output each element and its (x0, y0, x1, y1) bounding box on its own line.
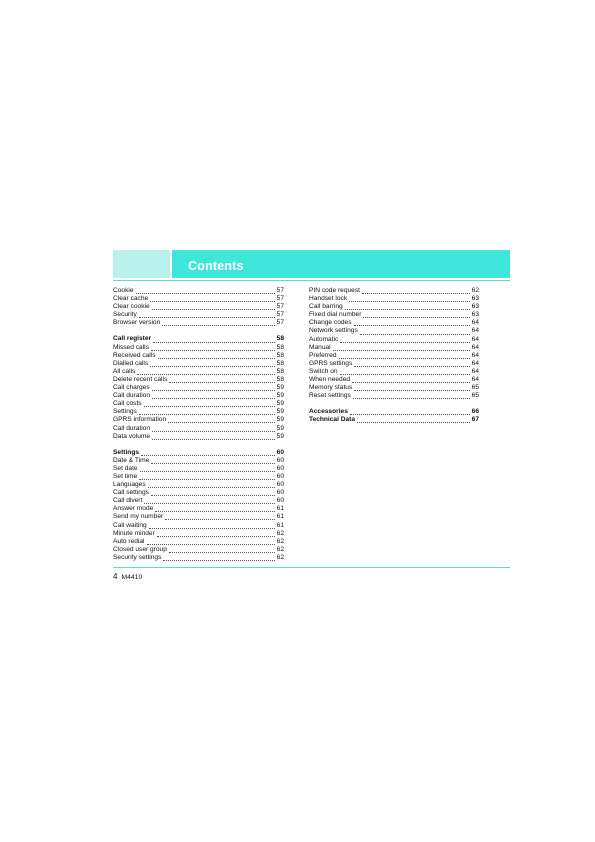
toc-entry-page: 61 (276, 521, 284, 529)
toc-entry[interactable] (113, 546, 284, 554)
toc-entry[interactable] (113, 368, 284, 376)
dot-leader (362, 288, 470, 294)
toc-entry[interactable] (309, 311, 479, 319)
toc-entry[interactable] (309, 376, 479, 384)
toc-entry-label: Dialled calls (113, 359, 149, 367)
toc-entry-page: 59 (276, 392, 284, 400)
toc-entry-label: Technical Data (309, 416, 356, 424)
toc-entry-label: Minute minder (113, 529, 155, 537)
toc-entry-page: 64 (471, 343, 479, 351)
toc-group (113, 449, 284, 562)
toc-entry-page: 65 (471, 392, 479, 400)
dot-leader (137, 369, 274, 375)
toc-entry[interactable] (113, 433, 284, 441)
toc-entry-label: Set time (113, 472, 138, 480)
toc-entry-label: Call settings (113, 489, 149, 497)
toc-entry-page: 58 (276, 375, 284, 383)
model-name: M4410 (121, 574, 143, 581)
toc-entry[interactable] (113, 352, 284, 360)
toc-entry-page: 57 (276, 319, 284, 327)
toc-entry-label: All calls (113, 367, 136, 375)
toc-entry-page: 57 (276, 303, 284, 311)
dot-leader (144, 498, 274, 504)
dot-leader (339, 353, 470, 359)
toc-entry-page: 60 (276, 481, 284, 489)
toc-entry-page: 58 (276, 335, 284, 343)
toc-entry-label: Memory status (309, 384, 353, 392)
toc-entry[interactable] (113, 473, 284, 481)
toc-entry-label: Fixed dial number (309, 311, 362, 319)
toc-entry-label: Set date (113, 464, 138, 472)
dot-leader (155, 506, 274, 512)
toc-entry-label: Auto redial (113, 537, 145, 545)
toc-entry-label: GPRS information (113, 416, 167, 424)
toc-entry-page: 66 (471, 408, 479, 416)
toc-entry-label: Call duration (113, 392, 151, 400)
toc-entry-page: 62 (276, 537, 284, 545)
toc-entry[interactable] (113, 376, 284, 384)
dot-leader (168, 417, 275, 423)
toc-entry[interactable] (113, 465, 284, 473)
dot-leader (349, 296, 470, 302)
dot-leader (152, 434, 275, 440)
toc-entry-page: 57 (276, 295, 284, 303)
dot-leader (139, 409, 275, 415)
toc-entry-label: When needed (309, 376, 351, 384)
toc-entry-page: 59 (276, 416, 284, 424)
toc-entry[interactable] (113, 392, 284, 400)
toc-entry-label: Missed calls (113, 343, 149, 351)
toc-entry-label: GPRS settings (309, 359, 353, 367)
toc-entry[interactable] (309, 352, 479, 360)
toc-entry[interactable] (113, 344, 284, 352)
toc-entry[interactable] (309, 336, 479, 344)
toc-group (113, 287, 284, 327)
dot-leader (152, 393, 275, 399)
toc-entry-label: Call waiting (113, 521, 147, 529)
toc-entry-page: 64 (471, 376, 479, 384)
toc-entry-label: Switch on (309, 367, 338, 375)
toc-entry[interactable] (113, 311, 284, 319)
toc-entry[interactable] (113, 408, 284, 416)
toc-entry-page: 60 (276, 464, 284, 472)
dot-leader (163, 555, 274, 561)
toc-entry-page: 57 (276, 287, 284, 294)
dot-leader (152, 426, 275, 432)
toc-entry-page: 60 (276, 489, 284, 497)
toc-entry-page: 67 (471, 416, 479, 424)
toc-column-left (113, 287, 284, 570)
toc-entry[interactable] (113, 554, 284, 562)
toc-entry[interactable] (113, 513, 284, 521)
toc-entry-page: 60 (276, 448, 284, 456)
dot-leader (340, 337, 469, 343)
dot-leader (165, 514, 274, 520)
toc-entry-page: 64 (471, 351, 479, 359)
header-band-left (113, 250, 170, 278)
dot-leader (169, 377, 274, 383)
toc-entry[interactable] (113, 295, 284, 303)
footer (113, 572, 142, 582)
dot-leader (140, 466, 275, 472)
toc-entry[interactable] (113, 360, 284, 368)
toc-entry-page: 59 (276, 424, 284, 432)
toc-entry-page: 64 (471, 367, 479, 375)
toc-entry-label: Automatic (309, 335, 339, 343)
toc-entry[interactable] (113, 425, 284, 433)
dot-leader (151, 458, 274, 464)
toc-entry-page: 58 (276, 359, 284, 367)
toc-entry[interactable] (113, 538, 284, 546)
toc-entry-page: 62 (471, 287, 479, 294)
toc-entry-page: 63 (471, 311, 479, 319)
toc-entry-page: 57 (276, 311, 284, 319)
dot-leader (363, 312, 469, 318)
toc-entry-page: 58 (276, 367, 284, 375)
toc-entry-label: Call register (113, 335, 152, 343)
dot-leader (162, 320, 274, 326)
dot-leader (357, 417, 470, 423)
toc-entry[interactable] (309, 408, 479, 416)
header-divider (113, 280, 510, 281)
toc-entry[interactable] (309, 360, 479, 368)
toc-entry[interactable] (309, 295, 479, 303)
toc-entry-page: 60 (276, 456, 284, 464)
toc-entry-page: 59 (276, 432, 284, 440)
toc-entry-label: Preferred (309, 351, 337, 359)
toc-entry-page: 64 (471, 319, 479, 327)
toc-entry[interactable] (113, 505, 284, 513)
toc-entry-page: 59 (276, 400, 284, 408)
dot-leader (360, 329, 470, 335)
toc-entry-page: 63 (471, 303, 479, 311)
toc-entry[interactable] (113, 319, 284, 327)
toc-entry[interactable] (113, 449, 284, 457)
toc-entry-label: Data volume (113, 432, 151, 440)
dot-leader (353, 393, 470, 399)
toc-entry[interactable] (309, 327, 479, 335)
dot-leader (350, 409, 470, 415)
toc-entry-label: Call divert (113, 497, 143, 505)
dot-leader (340, 369, 470, 375)
toc-entry[interactable] (309, 287, 479, 295)
toc-entry-label: Manual (309, 343, 331, 351)
toc-entry-page: 60 (276, 497, 284, 505)
toc-entry[interactable] (113, 522, 284, 530)
toc-entry-label: Delete recent calls (113, 375, 168, 383)
dot-leader (144, 401, 275, 407)
page-number: 4 (113, 572, 118, 581)
toc-entry[interactable] (309, 392, 479, 400)
toc-entry-page: 62 (276, 553, 284, 561)
toc-entry-page: 62 (276, 529, 284, 537)
dot-leader (354, 320, 470, 326)
toc-entry-label: Security settings (113, 553, 162, 561)
toc-group (309, 287, 479, 400)
toc-column-right (309, 287, 479, 433)
dot-leader (152, 304, 275, 310)
toc-entry-label: Call costs (113, 400, 142, 408)
dot-leader (157, 531, 275, 537)
dot-leader (147, 539, 275, 545)
toc-entry[interactable] (113, 530, 284, 538)
dot-leader (139, 312, 275, 318)
toc-entry[interactable] (113, 489, 284, 497)
toc-entry-page: 63 (471, 295, 479, 303)
toc-entry-label: Call barring (309, 303, 343, 311)
toc-entry-page: 61 (276, 513, 284, 521)
toc-entry-page: 59 (276, 384, 284, 392)
toc-entry[interactable] (113, 335, 284, 343)
dot-leader (158, 353, 275, 359)
toc-entry-page: 64 (471, 359, 479, 367)
toc-entry-label: Network settings (309, 327, 358, 335)
toc-entry-label: Date & Time (113, 456, 150, 464)
toc-entry-label: Call charges (113, 384, 150, 392)
toc-entry-label: Call duration (113, 424, 151, 432)
dot-leader (345, 304, 470, 310)
page-title: Contents (188, 259, 244, 273)
toc-entry-label: Accessories (309, 408, 348, 416)
toc-entry-label: Send my number (113, 513, 164, 521)
toc-entry[interactable] (309, 303, 479, 311)
dot-leader (151, 345, 275, 351)
toc-entry[interactable] (309, 416, 479, 424)
dot-leader (139, 474, 274, 480)
toc-entry-label: Languages (113, 481, 146, 489)
toc-entry-label: Reset settings (309, 392, 351, 400)
dot-leader (153, 337, 275, 343)
toc-entry-page: 64 (471, 327, 479, 335)
toc-entry[interactable] (113, 497, 284, 505)
toc-group (309, 408, 479, 424)
toc-group (113, 335, 284, 440)
toc-entry[interactable] (113, 303, 284, 311)
toc-entry-label: Cookie (113, 287, 134, 294)
dot-leader (152, 385, 275, 391)
toc-entry-page: 62 (276, 545, 284, 553)
toc-entry-label: PIN code request (309, 287, 360, 294)
header-band (172, 250, 510, 278)
toc-entry-page: 64 (471, 335, 479, 343)
toc-entry-label: Received calls (113, 351, 156, 359)
toc-entry-label: Settings (113, 408, 137, 416)
toc-entry[interactable] (309, 384, 479, 392)
dot-leader (352, 377, 470, 383)
dot-leader (148, 482, 275, 488)
dot-leader (151, 490, 275, 496)
toc-entry[interactable] (113, 287, 284, 295)
dot-leader (354, 361, 469, 367)
toc-entry-page: 59 (276, 408, 284, 416)
toc-entry-label: Answer mode (113, 505, 154, 513)
toc-entry[interactable] (309, 344, 479, 352)
toc-entry[interactable] (113, 400, 284, 408)
toc-entry-page: 61 (276, 505, 284, 513)
dot-leader (150, 361, 274, 367)
toc-entry-page: 58 (276, 343, 284, 351)
toc-entry-page: 65 (471, 384, 479, 392)
toc-entry[interactable] (113, 384, 284, 392)
footer-divider (113, 567, 510, 568)
toc-entry-label: Security (113, 311, 137, 319)
dot-leader (149, 523, 275, 529)
toc-entry-label: Clear cookie (113, 303, 150, 311)
dot-leader (141, 450, 275, 456)
toc-entry-label: Clear cache (113, 295, 149, 303)
toc-entry-page: 58 (276, 351, 284, 359)
toc-entry-label: Handset lock (309, 295, 348, 303)
toc-entry[interactable] (309, 319, 479, 327)
toc-entry-label: Change codes (309, 319, 352, 327)
toc-entry[interactable] (113, 481, 284, 489)
dot-leader (333, 345, 470, 351)
dot-leader (354, 385, 469, 391)
dot-leader (136, 288, 275, 294)
toc-entry-page: 60 (276, 472, 284, 480)
toc-entry[interactable] (113, 457, 284, 465)
toc-entry[interactable] (113, 416, 284, 424)
toc-entry-label: Browser version (113, 319, 161, 327)
dot-leader (169, 547, 275, 553)
toc-entry-label: Closed user group (113, 545, 167, 553)
toc-entry-label: Settings (113, 448, 140, 456)
toc-entry[interactable] (309, 368, 479, 376)
dot-leader (150, 296, 274, 302)
